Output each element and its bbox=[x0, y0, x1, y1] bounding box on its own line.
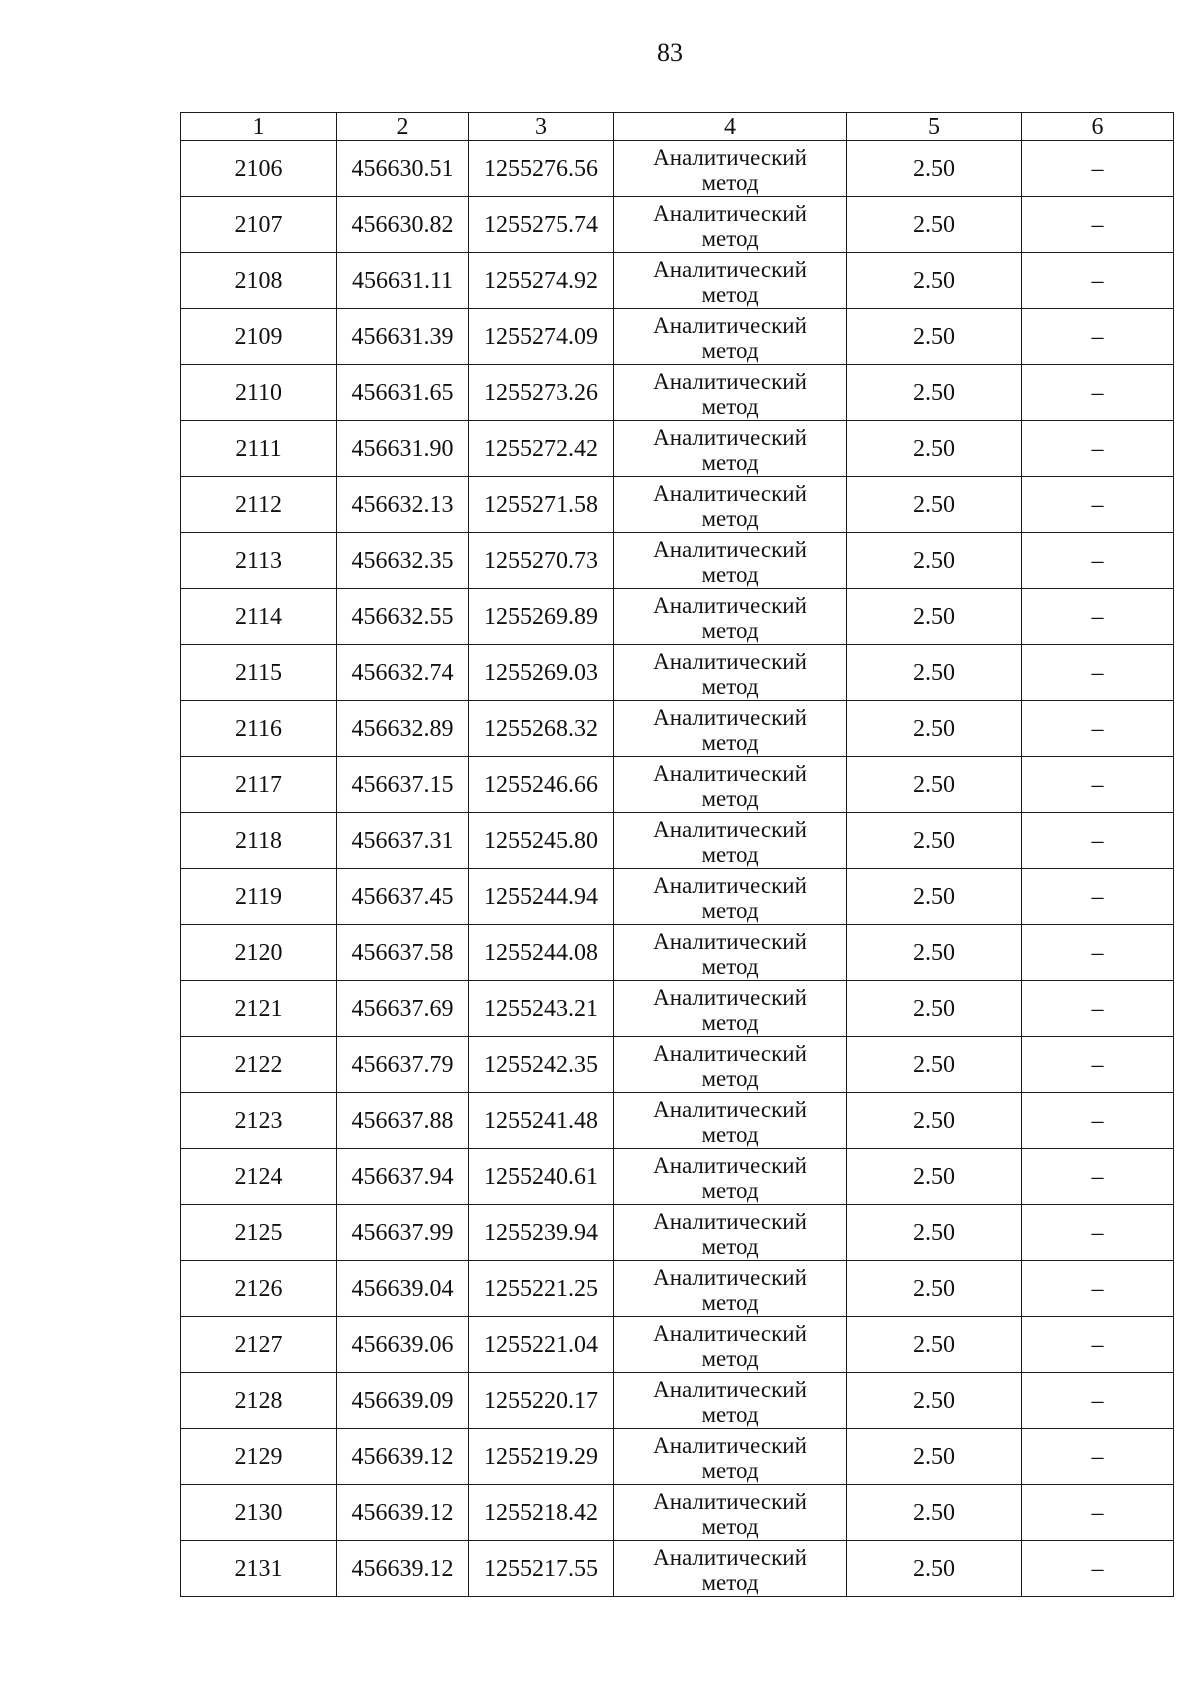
cell-point-number: 2109 bbox=[181, 309, 337, 365]
method-line-2: метод bbox=[701, 953, 759, 979]
table-row bbox=[181, 1037, 1174, 1093]
cell-point-number: 2131 bbox=[181, 1541, 337, 1597]
method-line-2: метод bbox=[701, 1569, 759, 1595]
cell-method bbox=[614, 1373, 847, 1429]
table-row bbox=[181, 589, 1174, 645]
cell-note: – bbox=[1022, 365, 1174, 421]
method-line-2: метод bbox=[701, 1065, 759, 1091]
cell-method bbox=[614, 1205, 847, 1261]
cell-method bbox=[614, 1485, 847, 1541]
cell-point-number: 2117 bbox=[181, 757, 337, 813]
cell-method bbox=[614, 533, 847, 589]
cell-method bbox=[614, 645, 847, 701]
header-row bbox=[181, 113, 1174, 141]
table-row bbox=[181, 701, 1174, 757]
cell-accuracy: 2.50 bbox=[847, 1205, 1022, 1261]
cell-note: – bbox=[1022, 589, 1174, 645]
cell-method bbox=[614, 1037, 847, 1093]
cell-point-number: 2121 bbox=[181, 981, 337, 1037]
cell-accuracy: 2.50 bbox=[847, 925, 1022, 981]
cell-method bbox=[614, 309, 847, 365]
cell-y-coordinate: 1255218.42 bbox=[469, 1485, 614, 1541]
method-line-2: метод bbox=[701, 561, 759, 587]
method-line-1: Аналитический bbox=[653, 1096, 807, 1122]
cell-x-coordinate: 456631.65 bbox=[337, 365, 469, 421]
cell-point-number: 2111 bbox=[181, 421, 337, 477]
cell-x-coordinate: 456632.13 bbox=[337, 477, 469, 533]
cell-y-coordinate: 1255221.04 bbox=[469, 1317, 614, 1373]
cell-x-coordinate: 456630.51 bbox=[337, 141, 469, 197]
table-row bbox=[181, 141, 1174, 197]
cell-note: – bbox=[1022, 1149, 1174, 1205]
table-row bbox=[181, 365, 1174, 421]
method-line-1: Аналитический bbox=[653, 144, 807, 170]
cell-y-coordinate: 1255269.89 bbox=[469, 589, 614, 645]
table-row bbox=[181, 869, 1174, 925]
cell-y-coordinate: 1255243.21 bbox=[469, 981, 614, 1037]
cell-accuracy: 2.50 bbox=[847, 701, 1022, 757]
cell-point-number: 2127 bbox=[181, 1317, 337, 1373]
cell-method bbox=[614, 925, 847, 981]
cell-accuracy: 2.50 bbox=[847, 197, 1022, 253]
cell-point-number: 2126 bbox=[181, 1261, 337, 1317]
table-row bbox=[181, 981, 1174, 1037]
cell-point-number: 2112 bbox=[181, 477, 337, 533]
table-row bbox=[181, 1485, 1174, 1541]
header-col-6: 6 bbox=[1022, 113, 1174, 141]
cell-method bbox=[614, 141, 847, 197]
cell-y-coordinate: 1255220.17 bbox=[469, 1373, 614, 1429]
cell-x-coordinate: 456639.09 bbox=[337, 1373, 469, 1429]
method-line-2: метод bbox=[701, 617, 759, 643]
cell-accuracy: 2.50 bbox=[847, 1037, 1022, 1093]
cell-x-coordinate: 456637.58 bbox=[337, 925, 469, 981]
table-row bbox=[181, 1541, 1174, 1597]
cell-method bbox=[614, 813, 847, 869]
table-row bbox=[181, 533, 1174, 589]
cell-method bbox=[614, 981, 847, 1037]
header-col-4: 4 bbox=[614, 113, 847, 141]
cell-y-coordinate: 1255272.42 bbox=[469, 421, 614, 477]
method-line-2: метод bbox=[701, 1345, 759, 1371]
method-line-1: Аналитический bbox=[653, 648, 807, 674]
cell-y-coordinate: 1255246.66 bbox=[469, 757, 614, 813]
method-line-2: метод bbox=[701, 225, 759, 251]
cell-x-coordinate: 456630.82 bbox=[337, 197, 469, 253]
cell-note: – bbox=[1022, 1205, 1174, 1261]
cell-accuracy: 2.50 bbox=[847, 1261, 1022, 1317]
method-line-1: Аналитический bbox=[653, 1376, 807, 1402]
cell-x-coordinate: 456632.74 bbox=[337, 645, 469, 701]
cell-accuracy: 2.50 bbox=[847, 477, 1022, 533]
method-line-2: метод bbox=[701, 449, 759, 475]
cell-note: – bbox=[1022, 253, 1174, 309]
method-line-1: Аналитический bbox=[653, 872, 807, 898]
cell-accuracy: 2.50 bbox=[847, 757, 1022, 813]
cell-method bbox=[614, 701, 847, 757]
cell-point-number: 2125 bbox=[181, 1205, 337, 1261]
cell-y-coordinate: 1255221.25 bbox=[469, 1261, 614, 1317]
method-line-1: Аналитический bbox=[653, 704, 807, 730]
table-row bbox=[181, 1261, 1174, 1317]
method-line-2: метод bbox=[701, 393, 759, 419]
cell-method bbox=[614, 477, 847, 533]
cell-note: – bbox=[1022, 197, 1174, 253]
cell-note: – bbox=[1022, 1373, 1174, 1429]
cell-y-coordinate: 1255275.74 bbox=[469, 197, 614, 253]
cell-y-coordinate: 1255276.56 bbox=[469, 141, 614, 197]
cell-note: – bbox=[1022, 813, 1174, 869]
cell-point-number: 2106 bbox=[181, 141, 337, 197]
cell-x-coordinate: 456637.15 bbox=[337, 757, 469, 813]
cell-x-coordinate: 456632.35 bbox=[337, 533, 469, 589]
cell-note: – bbox=[1022, 981, 1174, 1037]
table-row bbox=[181, 1149, 1174, 1205]
cell-point-number: 2119 bbox=[181, 869, 337, 925]
cell-note: – bbox=[1022, 477, 1174, 533]
method-line-2: метод bbox=[701, 1177, 759, 1203]
method-line-2: метод bbox=[701, 897, 759, 923]
cell-accuracy: 2.50 bbox=[847, 253, 1022, 309]
cell-x-coordinate: 456637.69 bbox=[337, 981, 469, 1037]
method-line-2: метод bbox=[701, 673, 759, 699]
cell-y-coordinate: 1255241.48 bbox=[469, 1093, 614, 1149]
cell-y-coordinate: 1255268.32 bbox=[469, 701, 614, 757]
cell-x-coordinate: 456631.11 bbox=[337, 253, 469, 309]
cell-accuracy: 2.50 bbox=[847, 1149, 1022, 1205]
cell-x-coordinate: 456631.39 bbox=[337, 309, 469, 365]
cell-accuracy: 2.50 bbox=[847, 1485, 1022, 1541]
cell-note: – bbox=[1022, 1261, 1174, 1317]
cell-point-number: 2123 bbox=[181, 1093, 337, 1149]
cell-method bbox=[614, 365, 847, 421]
cell-accuracy: 2.50 bbox=[847, 141, 1022, 197]
method-line-1: Аналитический bbox=[653, 424, 807, 450]
table-row bbox=[181, 813, 1174, 869]
cell-note: – bbox=[1022, 141, 1174, 197]
cell-note: – bbox=[1022, 1317, 1174, 1373]
cell-x-coordinate: 456639.12 bbox=[337, 1429, 469, 1485]
cell-note: – bbox=[1022, 1429, 1174, 1485]
method-line-1: Аналитический bbox=[653, 592, 807, 618]
method-line-1: Аналитический bbox=[653, 928, 807, 954]
cell-point-number: 2115 bbox=[181, 645, 337, 701]
cell-x-coordinate: 456637.94 bbox=[337, 1149, 469, 1205]
cell-note: – bbox=[1022, 869, 1174, 925]
method-line-2: метод bbox=[701, 1513, 759, 1539]
cell-point-number: 2113 bbox=[181, 533, 337, 589]
method-line-2: метод bbox=[701, 785, 759, 811]
cell-point-number: 2114 bbox=[181, 589, 337, 645]
cell-x-coordinate: 456637.99 bbox=[337, 1205, 469, 1261]
cell-method bbox=[614, 1093, 847, 1149]
cell-x-coordinate: 456637.88 bbox=[337, 1093, 469, 1149]
cell-note: – bbox=[1022, 1541, 1174, 1597]
cell-point-number: 2128 bbox=[181, 1373, 337, 1429]
header-col-2: 2 bbox=[337, 113, 469, 141]
table-row bbox=[181, 197, 1174, 253]
header-col-1: 1 bbox=[181, 113, 337, 141]
cell-note: – bbox=[1022, 309, 1174, 365]
cell-note: – bbox=[1022, 701, 1174, 757]
cell-y-coordinate: 1255274.09 bbox=[469, 309, 614, 365]
cell-point-number: 2124 bbox=[181, 1149, 337, 1205]
method-line-1: Аналитический bbox=[653, 312, 807, 338]
cell-note: – bbox=[1022, 645, 1174, 701]
cell-method bbox=[614, 1317, 847, 1373]
table-row bbox=[181, 1373, 1174, 1429]
cell-accuracy: 2.50 bbox=[847, 589, 1022, 645]
method-line-2: метод bbox=[701, 729, 759, 755]
method-line-1: Аналитический bbox=[653, 1544, 807, 1570]
method-line-2: метод bbox=[701, 1457, 759, 1483]
cell-x-coordinate: 456639.12 bbox=[337, 1541, 469, 1597]
method-line-2: метод bbox=[701, 1401, 759, 1427]
header-col-3: 3 bbox=[469, 113, 614, 141]
cell-y-coordinate: 1255244.08 bbox=[469, 925, 614, 981]
cell-accuracy: 2.50 bbox=[847, 421, 1022, 477]
cell-note: – bbox=[1022, 1485, 1174, 1541]
cell-note: – bbox=[1022, 925, 1174, 981]
method-line-2: метод bbox=[701, 1121, 759, 1147]
method-line-1: Аналитический bbox=[653, 1040, 807, 1066]
cell-point-number: 2116 bbox=[181, 701, 337, 757]
cell-accuracy: 2.50 bbox=[847, 533, 1022, 589]
cell-y-coordinate: 1255244.94 bbox=[469, 869, 614, 925]
method-line-2: метод bbox=[701, 1009, 759, 1035]
method-line-1: Аналитический bbox=[653, 1488, 807, 1514]
cell-note: – bbox=[1022, 1037, 1174, 1093]
cell-x-coordinate: 456632.55 bbox=[337, 589, 469, 645]
cell-x-coordinate: 456639.04 bbox=[337, 1261, 469, 1317]
method-line-2: метод bbox=[701, 841, 759, 867]
table-row bbox=[181, 309, 1174, 365]
cell-x-coordinate: 456631.90 bbox=[337, 421, 469, 477]
cell-x-coordinate: 456639.12 bbox=[337, 1485, 469, 1541]
method-line-1: Аналитический bbox=[653, 1432, 807, 1458]
cell-method bbox=[614, 253, 847, 309]
table-row bbox=[181, 421, 1174, 477]
table-row bbox=[181, 1205, 1174, 1261]
cell-method bbox=[614, 589, 847, 645]
cell-method bbox=[614, 421, 847, 477]
table-row bbox=[181, 645, 1174, 701]
method-line-1: Аналитический bbox=[653, 1208, 807, 1234]
cell-method bbox=[614, 869, 847, 925]
table-row bbox=[181, 925, 1174, 981]
cell-x-coordinate: 456639.06 bbox=[337, 1317, 469, 1373]
cell-accuracy: 2.50 bbox=[847, 309, 1022, 365]
cell-method bbox=[614, 757, 847, 813]
cell-accuracy: 2.50 bbox=[847, 1429, 1022, 1485]
table-body bbox=[181, 141, 1174, 1597]
cell-point-number: 2120 bbox=[181, 925, 337, 981]
cell-y-coordinate: 1255239.94 bbox=[469, 1205, 614, 1261]
cell-y-coordinate: 1255219.29 bbox=[469, 1429, 614, 1485]
method-line-1: Аналитический bbox=[653, 1152, 807, 1178]
table-row bbox=[181, 1429, 1174, 1485]
table-row bbox=[181, 1093, 1174, 1149]
cell-y-coordinate: 1255270.73 bbox=[469, 533, 614, 589]
cell-point-number: 2118 bbox=[181, 813, 337, 869]
method-line-2: метод bbox=[701, 169, 759, 195]
method-line-1: Аналитический bbox=[653, 200, 807, 226]
cell-point-number: 2129 bbox=[181, 1429, 337, 1485]
cell-accuracy: 2.50 bbox=[847, 365, 1022, 421]
cell-method bbox=[614, 1261, 847, 1317]
cell-point-number: 2110 bbox=[181, 365, 337, 421]
cell-x-coordinate: 456637.45 bbox=[337, 869, 469, 925]
table-row bbox=[181, 477, 1174, 533]
method-line-2: метод bbox=[701, 1233, 759, 1259]
cell-point-number: 2122 bbox=[181, 1037, 337, 1093]
method-line-2: метод bbox=[701, 1289, 759, 1315]
cell-method bbox=[614, 197, 847, 253]
cell-y-coordinate: 1255245.80 bbox=[469, 813, 614, 869]
cell-note: – bbox=[1022, 757, 1174, 813]
cell-accuracy: 2.50 bbox=[847, 869, 1022, 925]
table-row bbox=[181, 253, 1174, 309]
cell-method bbox=[614, 1149, 847, 1205]
cell-accuracy: 2.50 bbox=[847, 981, 1022, 1037]
cell-accuracy: 2.50 bbox=[847, 1093, 1022, 1149]
method-line-1: Аналитический bbox=[653, 1320, 807, 1346]
method-line-1: Аналитический bbox=[653, 816, 807, 842]
method-line-2: метод bbox=[701, 281, 759, 307]
cell-note: – bbox=[1022, 1093, 1174, 1149]
cell-method bbox=[614, 1429, 847, 1485]
table-row bbox=[181, 1317, 1174, 1373]
cell-y-coordinate: 1255240.61 bbox=[469, 1149, 614, 1205]
cell-x-coordinate: 456637.31 bbox=[337, 813, 469, 869]
cell-accuracy: 2.50 bbox=[847, 1541, 1022, 1597]
cell-accuracy: 2.50 bbox=[847, 645, 1022, 701]
coordinates-table bbox=[180, 112, 1174, 1597]
method-line-1: Аналитический bbox=[653, 480, 807, 506]
cell-note: – bbox=[1022, 421, 1174, 477]
method-line-1: Аналитический bbox=[653, 368, 807, 394]
cell-method bbox=[614, 1541, 847, 1597]
cell-accuracy: 2.50 bbox=[847, 1317, 1022, 1373]
page-number: 83 bbox=[657, 38, 683, 67]
cell-y-coordinate: 1255217.55 bbox=[469, 1541, 614, 1597]
cell-y-coordinate: 1255269.03 bbox=[469, 645, 614, 701]
cell-x-coordinate: 456632.89 bbox=[337, 701, 469, 757]
table-row bbox=[181, 757, 1174, 813]
cell-point-number: 2108 bbox=[181, 253, 337, 309]
method-line-1: Аналитический bbox=[653, 536, 807, 562]
method-line-1: Аналитический bbox=[653, 1264, 807, 1290]
method-line-1: Аналитический bbox=[653, 760, 807, 786]
cell-note: – bbox=[1022, 533, 1174, 589]
cell-accuracy: 2.50 bbox=[847, 1373, 1022, 1429]
cell-accuracy: 2.50 bbox=[847, 813, 1022, 869]
cell-y-coordinate: 1255271.58 bbox=[469, 477, 614, 533]
cell-y-coordinate: 1255242.35 bbox=[469, 1037, 614, 1093]
header-col-5: 5 bbox=[847, 113, 1022, 141]
cell-x-coordinate: 456637.79 bbox=[337, 1037, 469, 1093]
cell-y-coordinate: 1255274.92 bbox=[469, 253, 614, 309]
method-line-2: метод bbox=[701, 337, 759, 363]
cell-point-number: 2107 bbox=[181, 197, 337, 253]
method-line-1: Аналитический bbox=[653, 256, 807, 282]
cell-y-coordinate: 1255273.26 bbox=[469, 365, 614, 421]
cell-point-number: 2130 bbox=[181, 1485, 337, 1541]
method-line-1: Аналитический bbox=[653, 984, 807, 1010]
method-line-2: метод bbox=[701, 505, 759, 531]
